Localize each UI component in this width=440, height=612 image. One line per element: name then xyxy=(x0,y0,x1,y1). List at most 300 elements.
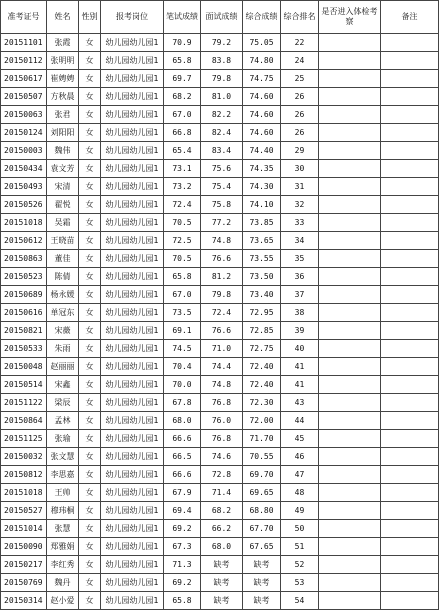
cell-total-score: 69.70 xyxy=(243,466,281,484)
cell-name: 魏伟 xyxy=(47,142,79,160)
cell-rank: 45 xyxy=(281,430,319,448)
cell-written-score: 65.4 xyxy=(164,142,201,160)
cell-name: 董佳 xyxy=(47,250,79,268)
cell-written-score: 69.2 xyxy=(164,520,201,538)
cell-gender: 女 xyxy=(79,412,101,430)
cell-name: 张君 xyxy=(47,106,79,124)
cell-gender: 女 xyxy=(79,574,101,592)
cell-medical-check xyxy=(319,160,381,178)
cell-gender: 女 xyxy=(79,142,101,160)
cell-rank: 47 xyxy=(281,466,319,484)
header-gender: 性别 xyxy=(79,1,101,34)
cell-rank: 31 xyxy=(281,178,319,196)
cell-gender: 女 xyxy=(79,448,101,466)
cell-gender: 女 xyxy=(79,322,101,340)
cell-exam-id: 20150048 xyxy=(1,358,47,376)
cell-rank: 32 xyxy=(281,196,319,214)
cell-remarks xyxy=(381,538,439,556)
cell-total-score: 73.65 xyxy=(243,232,281,250)
cell-rank: 24 xyxy=(281,52,319,70)
cell-interview-score: 75.4 xyxy=(201,178,243,196)
cell-exam-id: 20151122 xyxy=(1,394,47,412)
cell-remarks xyxy=(381,592,439,610)
cell-total-score: 68.80 xyxy=(243,502,281,520)
cell-name: 梁辰 xyxy=(47,394,79,412)
cell-remarks xyxy=(381,502,439,520)
cell-exam-id: 20150533 xyxy=(1,340,47,358)
cell-exam-id: 20150493 xyxy=(1,178,47,196)
cell-exam-id: 20150689 xyxy=(1,286,47,304)
cell-written-score: 74.5 xyxy=(164,340,201,358)
cell-exam-id: 20150617 xyxy=(1,70,47,88)
cell-name: 单冠东 xyxy=(47,304,79,322)
table-header xyxy=(1,1,439,34)
cell-interview-score: 79.8 xyxy=(201,286,243,304)
cell-rank: 49 xyxy=(281,502,319,520)
cell-written-score: 68.0 xyxy=(164,412,201,430)
cell-written-score: 71.3 xyxy=(164,556,201,574)
cell-gender: 女 xyxy=(79,394,101,412)
cell-position: 幼儿园幼儿园1 xyxy=(101,394,164,412)
cell-name: 张慧 xyxy=(47,520,79,538)
table-row xyxy=(1,448,439,466)
cell-rank: 46 xyxy=(281,448,319,466)
cell-written-score: 67.9 xyxy=(164,484,201,502)
table-row xyxy=(1,394,439,412)
cell-medical-check xyxy=(319,502,381,520)
cell-exam-id: 20150032 xyxy=(1,448,47,466)
cell-position: 幼儿园幼儿园1 xyxy=(101,178,164,196)
cell-medical-check xyxy=(319,556,381,574)
cell-rank: 25 xyxy=(281,70,319,88)
cell-remarks xyxy=(381,250,439,268)
cell-medical-check xyxy=(319,70,381,88)
cell-written-score: 67.0 xyxy=(164,286,201,304)
cell-gender: 女 xyxy=(79,286,101,304)
cell-gender: 女 xyxy=(79,502,101,520)
table-row xyxy=(1,52,439,70)
header-remarks: 备注 xyxy=(381,1,439,34)
cell-position: 幼儿园幼儿园1 xyxy=(101,574,164,592)
cell-name: 李思嘉 xyxy=(47,466,79,484)
cell-rank: 40 xyxy=(281,340,319,358)
cell-position: 幼儿园幼儿园1 xyxy=(101,592,164,610)
cell-medical-check xyxy=(319,250,381,268)
cell-total-score: 67.65 xyxy=(243,538,281,556)
table-row xyxy=(1,160,439,178)
cell-position: 幼儿园幼儿园1 xyxy=(101,52,164,70)
cell-written-score: 68.2 xyxy=(164,88,201,106)
cell-interview-score: 79.2 xyxy=(201,34,243,52)
cell-written-score: 65.8 xyxy=(164,52,201,70)
cell-written-score: 72.5 xyxy=(164,232,201,250)
cell-name: 翟悦 xyxy=(47,196,79,214)
cell-position: 幼儿园幼儿园1 xyxy=(101,556,164,574)
table-row xyxy=(1,34,439,52)
table-row xyxy=(1,142,439,160)
table-row xyxy=(1,70,439,88)
cell-position: 幼儿园幼儿园1 xyxy=(101,448,164,466)
table-row xyxy=(1,232,439,250)
cell-remarks xyxy=(381,304,439,322)
cell-medical-check xyxy=(319,448,381,466)
cell-gender: 女 xyxy=(79,484,101,502)
cell-total-score: 74.30 xyxy=(243,178,281,196)
cell-remarks xyxy=(381,556,439,574)
cell-name: 方秋晨 xyxy=(47,88,79,106)
cell-remarks xyxy=(381,52,439,70)
cell-gender: 女 xyxy=(79,358,101,376)
cell-position: 幼儿园幼儿园1 xyxy=(101,196,164,214)
cell-rank: 50 xyxy=(281,520,319,538)
header-total-score: 综合成绩 xyxy=(243,1,281,34)
cell-written-score: 69.4 xyxy=(164,502,201,520)
cell-name: 吴霜 xyxy=(47,214,79,232)
cell-interview-score: 68.0 xyxy=(201,538,243,556)
table-row xyxy=(1,358,439,376)
cell-exam-id: 20150864 xyxy=(1,412,47,430)
cell-rank: 43 xyxy=(281,394,319,412)
cell-interview-score: 71.0 xyxy=(201,340,243,358)
cell-position: 幼儿园幼儿园1 xyxy=(101,124,164,142)
cell-total-score: 67.70 xyxy=(243,520,281,538)
cell-total-score: 73.40 xyxy=(243,286,281,304)
cell-total-score: 缺考 xyxy=(243,592,281,610)
table-row xyxy=(1,340,439,358)
cell-exam-id: 20150063 xyxy=(1,106,47,124)
cell-gender: 女 xyxy=(79,70,101,88)
cell-exam-id: 20150769 xyxy=(1,574,47,592)
cell-remarks xyxy=(381,196,439,214)
cell-interview-score: 75.8 xyxy=(201,196,243,214)
cell-total-score: 73.85 xyxy=(243,214,281,232)
cell-exam-id: 20150863 xyxy=(1,250,47,268)
cell-rank: 39 xyxy=(281,322,319,340)
cell-rank: 37 xyxy=(281,286,319,304)
cell-position: 幼儿园幼儿园1 xyxy=(101,466,164,484)
cell-exam-id: 20151125 xyxy=(1,430,47,448)
cell-position: 幼儿园幼儿园1 xyxy=(101,34,164,52)
cell-name: 崔娉娉 xyxy=(47,70,79,88)
cell-written-score: 69.1 xyxy=(164,322,201,340)
cell-exam-id: 20150507 xyxy=(1,88,47,106)
cell-name: 刘阳阳 xyxy=(47,124,79,142)
cell-exam-id: 20151101 xyxy=(1,34,47,52)
cell-total-score: 72.00 xyxy=(243,412,281,430)
cell-remarks xyxy=(381,358,439,376)
cell-total-score: 74.60 xyxy=(243,88,281,106)
cell-gender: 女 xyxy=(79,592,101,610)
cell-remarks xyxy=(381,466,439,484)
cell-written-score: 70.5 xyxy=(164,250,201,268)
cell-exam-id: 20150124 xyxy=(1,124,47,142)
table-row xyxy=(1,286,439,304)
cell-total-score: 74.75 xyxy=(243,70,281,88)
cell-rank: 54 xyxy=(281,592,319,610)
cell-exam-id: 20150523 xyxy=(1,268,47,286)
cell-name: 孟林 xyxy=(47,412,79,430)
cell-rank: 48 xyxy=(281,484,319,502)
cell-rank: 51 xyxy=(281,538,319,556)
cell-exam-id: 20150090 xyxy=(1,538,47,556)
cell-written-score: 70.5 xyxy=(164,214,201,232)
table-row xyxy=(1,250,439,268)
cell-medical-check xyxy=(319,232,381,250)
cell-gender: 女 xyxy=(79,304,101,322)
cell-medical-check xyxy=(319,52,381,70)
cell-interview-score: 81.0 xyxy=(201,88,243,106)
cell-position: 幼儿园幼儿园1 xyxy=(101,322,164,340)
cell-remarks xyxy=(381,412,439,430)
cell-position: 幼儿园幼儿园1 xyxy=(101,502,164,520)
cell-position: 幼儿园幼儿园1 xyxy=(101,304,164,322)
cell-position: 幼儿园幼儿园1 xyxy=(101,286,164,304)
table-row xyxy=(1,484,439,502)
cell-name: 朱雨 xyxy=(47,340,79,358)
cell-medical-check xyxy=(319,124,381,142)
cell-medical-check xyxy=(319,268,381,286)
cell-gender: 女 xyxy=(79,520,101,538)
cell-total-score: 74.10 xyxy=(243,196,281,214)
cell-gender: 女 xyxy=(79,214,101,232)
cell-total-score: 72.95 xyxy=(243,304,281,322)
cell-medical-check xyxy=(319,430,381,448)
cell-rank: 41 xyxy=(281,376,319,394)
cell-medical-check xyxy=(319,592,381,610)
header-written-score: 笔试成绩 xyxy=(164,1,201,34)
cell-written-score: 72.4 xyxy=(164,196,201,214)
cell-position: 幼儿园幼儿园1 xyxy=(101,520,164,538)
cell-name: 宋清 xyxy=(47,178,79,196)
cell-written-score: 69.2 xyxy=(164,574,201,592)
table-row xyxy=(1,556,439,574)
cell-written-score: 66.5 xyxy=(164,448,201,466)
cell-interview-score: 缺考 xyxy=(201,574,243,592)
cell-exam-id: 20150612 xyxy=(1,232,47,250)
cell-position: 幼儿园幼儿园1 xyxy=(101,142,164,160)
cell-gender: 女 xyxy=(79,52,101,70)
cell-medical-check xyxy=(319,538,381,556)
cell-total-score: 71.70 xyxy=(243,430,281,448)
cell-position: 幼儿园幼儿园1 xyxy=(101,268,164,286)
cell-gender: 女 xyxy=(79,88,101,106)
cell-rank: 33 xyxy=(281,214,319,232)
cell-medical-check xyxy=(319,196,381,214)
cell-exam-id: 20150527 xyxy=(1,502,47,520)
cell-total-score: 72.40 xyxy=(243,376,281,394)
cell-name: 杨永媛 xyxy=(47,286,79,304)
header-medical-check: 是否进入体检考察 xyxy=(319,1,381,34)
cell-exam-id: 20150217 xyxy=(1,556,47,574)
cell-name: 王晓苗 xyxy=(47,232,79,250)
table-body xyxy=(1,34,439,610)
cell-medical-check xyxy=(319,394,381,412)
cell-rank: 34 xyxy=(281,232,319,250)
cell-total-score: 72.30 xyxy=(243,394,281,412)
cell-name: 穆玮桐 xyxy=(47,502,79,520)
cell-remarks xyxy=(381,268,439,286)
cell-rank: 22 xyxy=(281,34,319,52)
cell-interview-score: 76.0 xyxy=(201,412,243,430)
table-row xyxy=(1,178,439,196)
cell-exam-id: 20150112 xyxy=(1,52,47,70)
cell-gender: 女 xyxy=(79,538,101,556)
cell-name: 陈倩 xyxy=(47,268,79,286)
cell-written-score: 67.8 xyxy=(164,394,201,412)
cell-interview-score: 74.6 xyxy=(201,448,243,466)
cell-total-score: 74.60 xyxy=(243,124,281,142)
cell-medical-check xyxy=(319,304,381,322)
cell-position: 幼儿园幼儿园1 xyxy=(101,430,164,448)
cell-interview-score: 66.2 xyxy=(201,520,243,538)
cell-gender: 女 xyxy=(79,556,101,574)
cell-medical-check xyxy=(319,34,381,52)
cell-interview-score: 83.4 xyxy=(201,142,243,160)
cell-rank: 26 xyxy=(281,88,319,106)
cell-position: 幼儿园幼儿园1 xyxy=(101,340,164,358)
cell-written-score: 70.9 xyxy=(164,34,201,52)
cell-medical-check xyxy=(319,106,381,124)
cell-interview-score: 76.8 xyxy=(201,430,243,448)
table-row xyxy=(1,124,439,142)
cell-exam-id: 20150314 xyxy=(1,592,47,610)
cell-remarks xyxy=(381,322,439,340)
cell-rank: 26 xyxy=(281,124,319,142)
cell-total-score: 缺考 xyxy=(243,556,281,574)
cell-gender: 女 xyxy=(79,106,101,124)
cell-rank: 29 xyxy=(281,142,319,160)
table-row xyxy=(1,304,439,322)
cell-name: 李红秀 xyxy=(47,556,79,574)
cell-medical-check xyxy=(319,466,381,484)
cell-gender: 女 xyxy=(79,268,101,286)
cell-position: 幼儿园幼儿园1 xyxy=(101,412,164,430)
table-row xyxy=(1,322,439,340)
cell-medical-check xyxy=(319,178,381,196)
cell-medical-check xyxy=(319,412,381,430)
cell-remarks xyxy=(381,394,439,412)
cell-written-score: 66.6 xyxy=(164,466,201,484)
cell-total-score: 74.80 xyxy=(243,52,281,70)
cell-total-score: 72.75 xyxy=(243,340,281,358)
cell-remarks xyxy=(381,232,439,250)
cell-interview-score: 74.4 xyxy=(201,358,243,376)
cell-gender: 女 xyxy=(79,196,101,214)
cell-rank: 41 xyxy=(281,358,319,376)
cell-interview-score: 72.8 xyxy=(201,466,243,484)
table-row xyxy=(1,520,439,538)
cell-written-score: 67.3 xyxy=(164,538,201,556)
cell-remarks xyxy=(381,214,439,232)
cell-interview-score: 75.6 xyxy=(201,160,243,178)
cell-medical-check xyxy=(319,376,381,394)
cell-rank: 26 xyxy=(281,106,319,124)
cell-position: 幼儿园幼儿园1 xyxy=(101,160,164,178)
cell-gender: 女 xyxy=(79,430,101,448)
table-row xyxy=(1,412,439,430)
cell-remarks xyxy=(381,160,439,178)
cell-written-score: 69.7 xyxy=(164,70,201,88)
cell-medical-check xyxy=(319,142,381,160)
cell-remarks xyxy=(381,286,439,304)
cell-position: 幼儿园幼儿园1 xyxy=(101,538,164,556)
cell-remarks xyxy=(381,376,439,394)
cell-gender: 女 xyxy=(79,340,101,358)
cell-interview-score: 76.8 xyxy=(201,394,243,412)
cell-remarks xyxy=(381,70,439,88)
cell-gender: 女 xyxy=(79,232,101,250)
cell-medical-check xyxy=(319,358,381,376)
cell-medical-check xyxy=(319,214,381,232)
cell-gender: 女 xyxy=(79,250,101,268)
cell-medical-check xyxy=(319,322,381,340)
cell-remarks xyxy=(381,124,439,142)
cell-interview-score: 82.4 xyxy=(201,124,243,142)
cell-medical-check xyxy=(319,520,381,538)
header-name: 姓名 xyxy=(47,1,79,34)
cell-remarks xyxy=(381,574,439,592)
cell-position: 幼儿园幼儿园1 xyxy=(101,214,164,232)
cell-exam-id: 20150821 xyxy=(1,322,47,340)
cell-name: 张文慧 xyxy=(47,448,79,466)
cell-written-score: 66.6 xyxy=(164,430,201,448)
cell-name: 郑雅娟 xyxy=(47,538,79,556)
cell-remarks xyxy=(381,340,439,358)
cell-position: 幼儿园幼儿园1 xyxy=(101,484,164,502)
cell-remarks xyxy=(381,142,439,160)
cell-name: 宋薇 xyxy=(47,322,79,340)
header-position: 报考岗位 xyxy=(101,1,164,34)
cell-rank: 36 xyxy=(281,268,319,286)
cell-interview-score: 81.2 xyxy=(201,268,243,286)
cell-position: 幼儿园幼儿园1 xyxy=(101,358,164,376)
cell-total-score: 74.35 xyxy=(243,160,281,178)
cell-interview-score: 74.8 xyxy=(201,376,243,394)
cell-gender: 女 xyxy=(79,178,101,196)
table-row xyxy=(1,376,439,394)
cell-position: 幼儿园幼儿园1 xyxy=(101,376,164,394)
cell-total-score: 74.60 xyxy=(243,106,281,124)
cell-interview-score: 77.2 xyxy=(201,214,243,232)
cell-gender: 女 xyxy=(79,34,101,52)
cell-interview-score: 83.8 xyxy=(201,52,243,70)
table-row xyxy=(1,592,439,610)
table-row xyxy=(1,502,439,520)
table-row xyxy=(1,214,439,232)
cell-medical-check xyxy=(319,286,381,304)
cell-name: 赵丽丽 xyxy=(47,358,79,376)
cell-interview-score: 76.6 xyxy=(201,322,243,340)
table-row xyxy=(1,106,439,124)
cell-rank: 35 xyxy=(281,250,319,268)
cell-rank: 53 xyxy=(281,574,319,592)
cell-written-score: 73.1 xyxy=(164,160,201,178)
cell-remarks xyxy=(381,106,439,124)
cell-interview-score: 缺考 xyxy=(201,592,243,610)
cell-total-score: 75.05 xyxy=(243,34,281,52)
cell-exam-id: 20150434 xyxy=(1,160,47,178)
cell-interview-score: 82.2 xyxy=(201,106,243,124)
cell-total-score: 69.65 xyxy=(243,484,281,502)
cell-exam-id: 20151018 xyxy=(1,484,47,502)
cell-exam-id: 20151014 xyxy=(1,520,47,538)
cell-total-score: 72.85 xyxy=(243,322,281,340)
header-interview-score: 面试成绩 xyxy=(201,1,243,34)
cell-total-score: 74.40 xyxy=(243,142,281,160)
cell-position: 幼儿园幼儿园1 xyxy=(101,106,164,124)
cell-remarks xyxy=(381,448,439,466)
cell-remarks xyxy=(381,34,439,52)
